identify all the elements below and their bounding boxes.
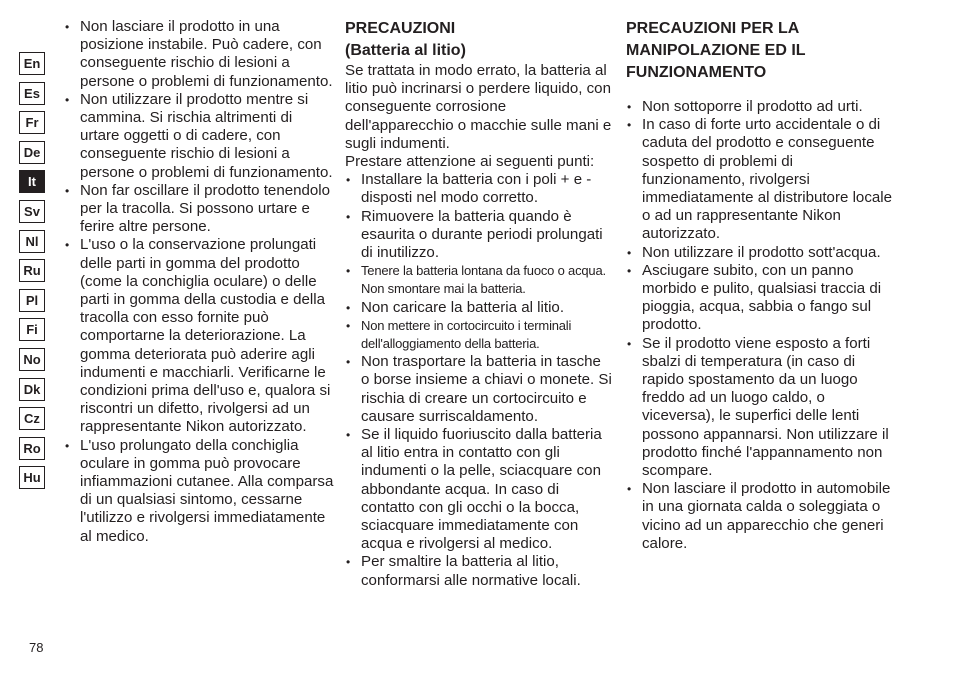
language-tabs: [19, 52, 45, 496]
language-tab-sv[interactable]: Sv: [19, 200, 45, 223]
list-item: • In caso di forte urto accidentale o di caduta del prodotto e conseguente sospetto di problemi di funzionamento, rivolgersi immediatamente al distributore locale o ad un rappresentante Nikon autorizzato.: [626, 116, 896, 243]
column-general-precautions: [64, 18, 334, 546]
language-tab-dk[interactable]: Dk: [19, 378, 45, 401]
intro-paragraph: Se trattata in modo errato, la batteria al litio può incrinarsi o perdere liquido, con conseguente corrosione dell'apparecchio o macchie sulle mani e sugli indumenti.: [345, 62, 612, 152]
list-item: • Non lasciare il prodotto in automobile in una giornata calda o soleggiata o vicino ad un apparecchio che generi calore.: [626, 480, 896, 553]
bullet-list: [64, 18, 334, 546]
heading-line: FUNZIONAMENTO: [626, 64, 767, 81]
intro-paragraph: Prestare attenzione ai seguenti punti:: [345, 153, 595, 171]
language-tab-cz[interactable]: Cz: [19, 407, 45, 430]
page-number: 78: [29, 640, 44, 655]
language-tab-pl[interactable]: Pl: [19, 289, 45, 312]
list-item: • Non lasciare il prodotto in una posizione instabile. Può cadere, con conseguente rischio di lesioni a persone o problemi di funzionamento.: [64, 18, 334, 91]
heading-line: PRECAUZIONI: [345, 20, 456, 37]
list-item: • Asciugare subito, con un panno morbido e pulito, qualsiasi traccia di pioggia, acqua, sabbia o fango sul prodotto.: [626, 262, 896, 335]
heading-line: PRECAUZIONI PER LA: [626, 20, 800, 37]
language-tab-es[interactable]: Es: [19, 82, 45, 105]
list-item: • Se il prodotto viene esposto a forti sbalzi di temperatura (in caso di rapido spostamento da un luogo freddo ad un luogo caldo, o viceversa), le superfici delle lenti possono appannarsi. Non utilizzare il prodotto finché l'appannamento non scompare.: [626, 335, 896, 481]
list-item: • Non caricare la batteria al litio.: [345, 299, 613, 317]
section-heading: [626, 18, 896, 84]
list-item: • L'uso prolungato della conchiglia oculare in gomma può provocare infiammazioni cutanee. Alla comparsa di un qualsiasi sintomo, cessarne l'utilizzo e rivolgersi immediatamente al medico.: [64, 437, 334, 546]
list-item: • L'uso o la conservazione prolungati delle parti in gomma del prodotto (come la conchiglia oculare) o delle parti in gomma della custodia e della tracolla con esso fornite può comportarne la deteriorazione. La gomma deteriorata può aderire agli indumenti e macchiarli. Verificarne le condizioni prima dell'uso e, qualora si riscontri un difetto, rivolgersi ad un rappresentante Nikon autorizzato.: [64, 236, 334, 436]
list-item: • Rimuovere la batteria quando è esaurita o durante periodi prolungati di inutilizzo.: [345, 208, 613, 263]
language-tab-fi[interactable]: Fi: [19, 318, 45, 341]
language-tab-it[interactable]: It: [19, 170, 45, 193]
list-item: • Non far oscillare il prodotto tenendolo per la tracolla. Si possono urtare e ferire altre persone.: [64, 182, 334, 237]
bullet-list: [626, 98, 896, 553]
heading-line: (Batteria al litio): [345, 42, 466, 59]
list-item: • Non sottoporre il prodotto ad urti.: [626, 98, 896, 116]
list-item: • Non trasportare la batteria in tasche o borse insieme a chiavi o monete. Si rischia di creare un cortocircuito e causare surriscaldamento.: [345, 353, 613, 426]
language-tab-hu[interactable]: Hu: [19, 466, 45, 489]
list-item: • Non utilizzare il prodotto sott'acqua.: [626, 244, 896, 262]
heading-line: MANIPOLAZIONE ED IL: [626, 42, 806, 59]
column-handling-precautions: [626, 18, 896, 553]
language-tab-ru[interactable]: Ru: [19, 259, 45, 282]
language-tab-ro[interactable]: Ro: [19, 437, 45, 460]
language-tab-en[interactable]: En: [19, 52, 45, 75]
language-tab-fr[interactable]: Fr: [19, 111, 45, 134]
bullet-list: [345, 171, 613, 590]
language-tab-no[interactable]: No: [19, 348, 45, 371]
list-item: • Installare la batteria con i poli + e - disposti nel modo corretto.: [345, 171, 613, 207]
column-battery-precautions: [345, 18, 613, 590]
language-tab-nl[interactable]: Nl: [19, 230, 45, 253]
language-tab-de[interactable]: De: [19, 141, 45, 164]
list-item: • Tenere la batteria lontana da fuoco o acqua. Non smontare mai la batteria.: [345, 262, 613, 298]
section-heading: [345, 18, 613, 62]
list-item: • Per smaltire la batteria al litio, conformarsi alle normative locali.: [345, 553, 613, 589]
list-item: • Non mettere in cortocircuito i terminali dell'alloggiamento della batteria.: [345, 317, 613, 353]
list-item: • Se il liquido fuoriuscito dalla batteria al litio entra in contatto con gli indumenti o la pelle, sciacquare con abbondante acqua. In caso di contatto con gli occhi o la bocca, sciacquare immediatamente con acqua e rivolgersi al medico.: [345, 426, 613, 553]
list-item: • Non utilizzare il prodotto mentre si cammina. Si rischia altrimenti di urtare oggetti o di cadere, con conseguente rischio di lesioni a persone o problemi di funzionamento.: [64, 91, 334, 182]
